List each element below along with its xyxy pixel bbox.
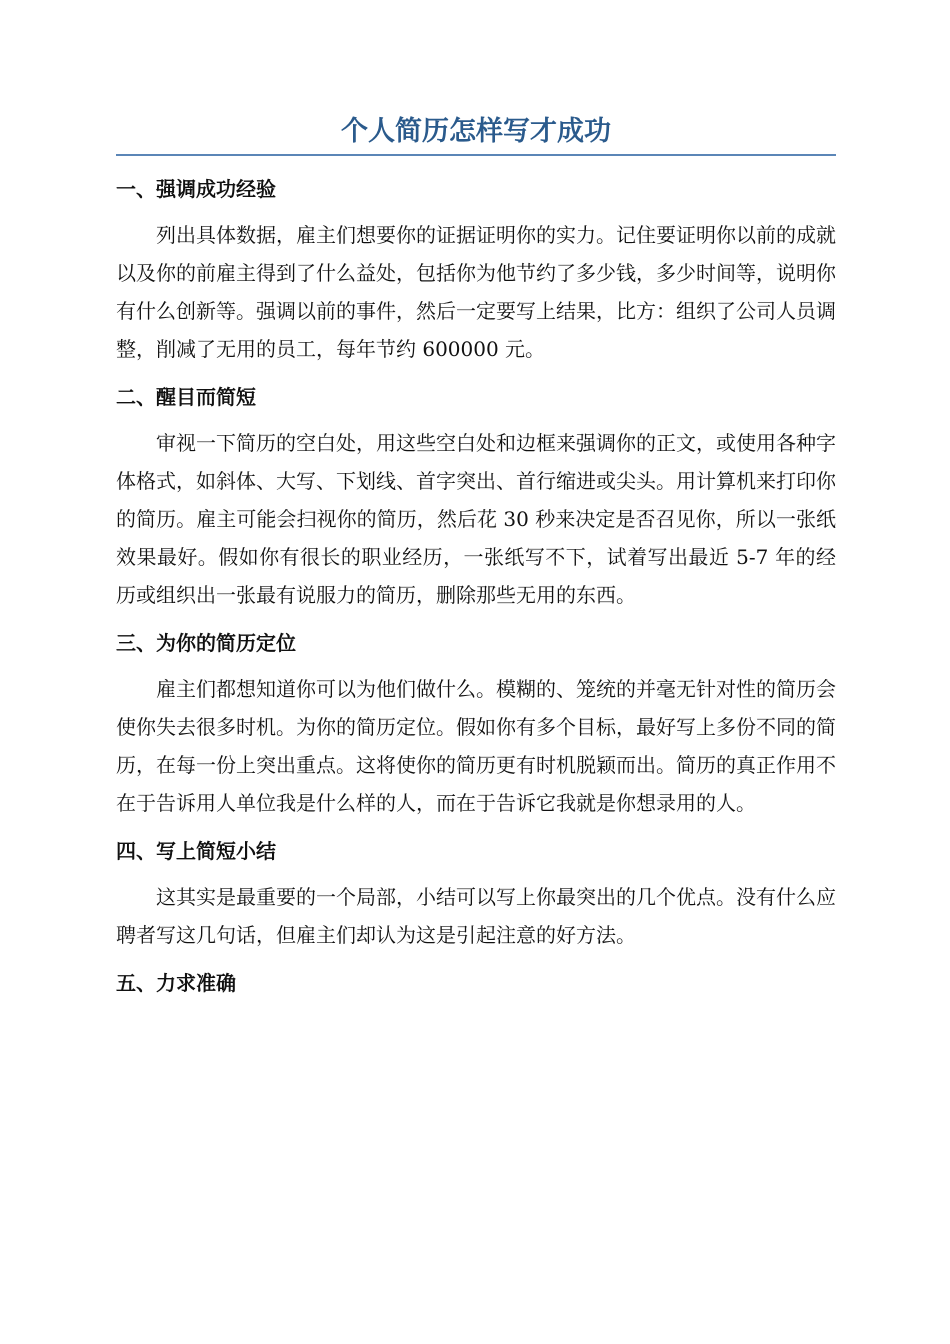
section-paragraph: 审视一下简历的空白处，用这些空白处和边框来强调你的正文，或使用各种字体格式，如斜体、大写、下划线、首字突出、首行缩进或尖头。用计算机来打印你的简历。雇主可能会扫视你的简历，然后花 30 秒来决定是否召见你，所以一张纸效果最好。假如你有很长的职业经历，一张纸写不下，试着写出最近 5-7 年的经历或组织出一张最有说服力的简历，删除那些无用的东西。 xyxy=(116,431,836,607)
section-3 xyxy=(116,628,836,822)
document-title: 个人简历怎样写才成功 xyxy=(341,116,611,147)
title-underline xyxy=(116,154,836,156)
section-1 xyxy=(116,174,836,368)
section-2 xyxy=(116,382,836,614)
section-4 xyxy=(116,836,836,954)
section-heading: 五、力求准确 xyxy=(116,971,236,995)
section-5 xyxy=(116,968,836,998)
section-heading: 四、写上简短小结 xyxy=(116,839,276,863)
section-heading: 三、为你的简历定位 xyxy=(116,631,296,655)
section-paragraph: 列出具体数据，雇主们想要你的证据证明你的实力。记住要证明你以前的成就以及你的前雇主得到了什么益处，包括你为他节约了多少钱，多少时间等，说明你有什么创新等。强调以前的事件，然后一定要写上结果，比方：组织了公司人员调整，削减了无用的员工，每年节约 600000 元。 xyxy=(116,223,836,361)
section-heading: 一、强调成功经验 xyxy=(116,177,276,201)
section-heading: 二、醒目而简短 xyxy=(116,385,256,409)
section-paragraph: 这其实是最重要的一个局部，小结可以写上你最突出的几个优点。没有什么应聘者写这几句话，但雇主们却认为这是引起注意的好方法。 xyxy=(116,885,836,947)
section-paragraph: 雇主们都想知道你可以为他们做什么。模糊的、笼统的并毫无针对性的简历会使你失去很多时机。为你的简历定位。假如你有多个目标，最好写上多份不同的简历，在每一份上突出重点。这将使你的简历更有时机脱颖而出。简历的真正作用不在于告诉用人单位我是什么样的人，而在于告诉它我就是你想录用的人。 xyxy=(116,677,836,815)
document-page xyxy=(116,112,836,1010)
